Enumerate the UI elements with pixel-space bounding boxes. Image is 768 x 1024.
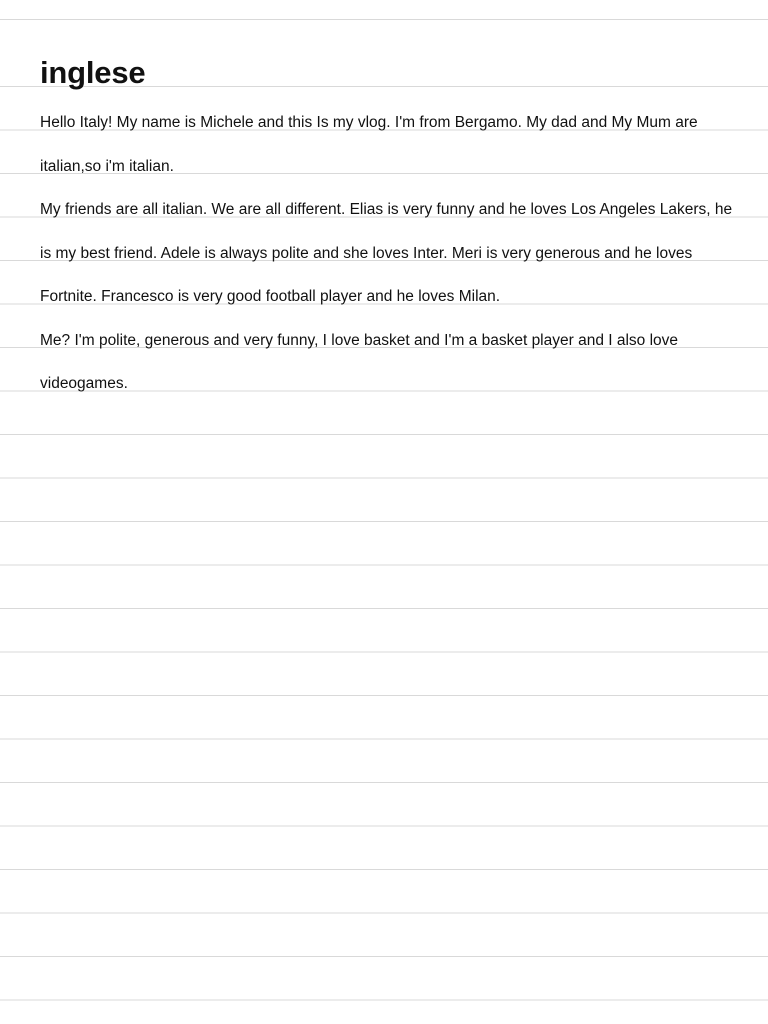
paragraph-friends[interactable]: My friends are all italian. We are all different. Elias is very funny and he loves Los Angeles Lakers, he is my best friend. Adele is always polite and she loves Inter. Meri is very generous and he loves Fortnite. Francesco is very good football player and he loves Milan.: [40, 201, 733, 305]
note-content[interactable]: [40, 52, 740, 406]
paragraph-intro[interactable]: Hello Italy! My name is Michele and this Is my vlog. I'm from Bergamo. My dad and My Mum are italian,so i'm italian.: [40, 114, 698, 175]
note-body[interactable]: [40, 101, 740, 406]
paragraph-self[interactable]: Me? I'm polite, generous and very funny, I love basket and I'm a basket player and I also love videogames.: [40, 331, 679, 392]
note-title[interactable]: inglese: [40, 55, 146, 90]
